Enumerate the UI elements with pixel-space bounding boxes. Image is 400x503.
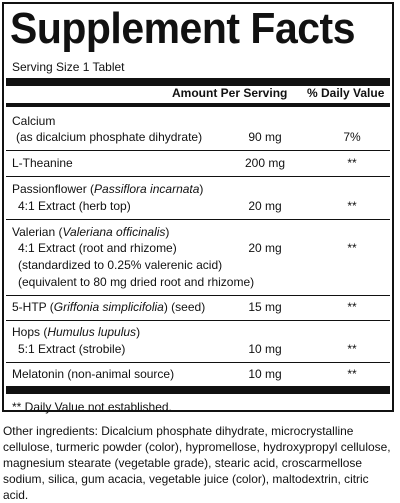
nutrient-name: Passionflower (Passiflora incarnata) [12, 182, 204, 196]
nutrient-name: 5-HTP (Griffonia simplicifolia) (seed) [12, 300, 206, 314]
row-divider [6, 176, 390, 177]
row-divider [6, 320, 390, 321]
nutrient-daily-value: ** [347, 367, 357, 381]
latin-name: Humulus lupulus [47, 325, 137, 339]
panel-title: Supplement Facts [10, 4, 356, 53]
nutrient-amount: 10 mg [248, 367, 282, 381]
nutrient-name: L-Theanine [12, 156, 73, 170]
header-divider [6, 103, 390, 107]
serving-size: Serving Size 1 Tablet [12, 60, 125, 74]
amount-header: Amount Per Serving [172, 86, 288, 100]
nutrient-name: Melatonin (non-animal source) [12, 367, 175, 381]
nutrient-amount: 15 mg [248, 300, 282, 314]
nutrient-detail: (standardized to 0.25% valerenic acid) [18, 258, 223, 272]
row-divider [6, 362, 390, 363]
nutrient-name: Hops (Humulus lupulus) [12, 325, 141, 339]
nutrient-amount: 20 mg [248, 199, 282, 213]
nutrient-daily-value: ** [347, 199, 357, 213]
nutrient-daily-value: ** [347, 300, 357, 314]
nutrient-name: Calcium [12, 114, 56, 128]
nutrient-name: Valerian (Valeriana officinalis) [12, 225, 170, 239]
nutrient-amount: 90 mg [248, 130, 282, 144]
nutrient-detail: (equivalent to 80 mg dried root and rhizome) [18, 275, 255, 289]
nutrient-amount: 20 mg [248, 241, 282, 255]
thick-divider [6, 386, 390, 394]
latin-name: Valeriana officinalis [62, 225, 166, 239]
nutrient-daily-value: ** [347, 156, 357, 170]
nutrient-amount: 10 mg [248, 342, 282, 356]
nutrient-detail: (as dicalcium phosphate dihydrate) [16, 130, 203, 144]
nutrient-detail: 4:1 Extract (root and rhizome) [18, 241, 177, 255]
thick-divider [6, 78, 390, 86]
nutrient-amount: 200 mg [244, 156, 286, 170]
row-divider [6, 150, 390, 151]
footnote: ** Daily Value not established. [12, 400, 172, 414]
other-ingredients: Other ingredients: Dicalcium phosphate dihydrate, microcrystalline cellulose, turmeric powder (color), hypromellose, hydroxypropyl cellulose, magnesium stearate (vegetable grade), stearic acid, croscarmellose sodium, silica, gum acacia, vegetable juice (color), maltodextrin, citric acid. [3, 424, 391, 502]
row-divider [6, 219, 390, 220]
nutrient-daily-value: ** [347, 241, 357, 255]
nutrient-detail: 5:1 Extract (strobile) [18, 342, 126, 356]
latin-name: Passiflora incarnata [94, 182, 200, 196]
nutrient-daily-value: ** [347, 342, 357, 356]
supplement-facts-panel [2, 2, 394, 412]
nutrient-daily-value: 7% [343, 130, 361, 144]
nutrient-detail: 4:1 Extract (herb top) [18, 199, 131, 213]
latin-name: Griffonia simplicifolia [53, 300, 164, 314]
daily-value-header: % Daily Value [307, 86, 385, 100]
row-divider [6, 295, 390, 296]
